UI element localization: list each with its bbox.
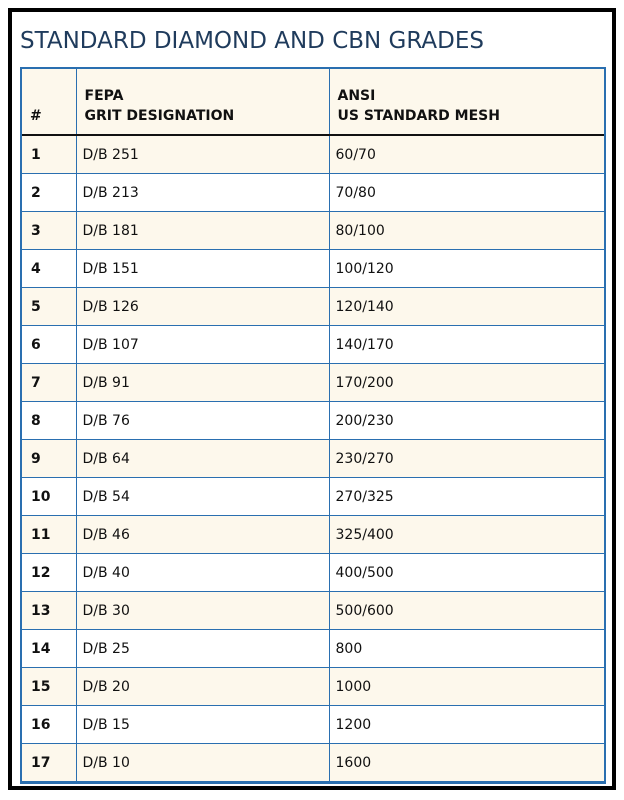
header-fepa — [76, 69, 329, 135]
row-number: 13 — [22, 592, 76, 630]
table-row — [22, 135, 604, 174]
fepa-grit-cell: D/B 91 — [76, 364, 329, 402]
fepa-grit-cell: D/B 126 — [76, 288, 329, 326]
header-ansi-line1: ANSI — [337, 88, 376, 104]
ansi-mesh-cell: 270/325 — [329, 478, 604, 516]
fepa-grit-cell: D/B 64 — [76, 440, 329, 478]
table-row — [22, 516, 604, 554]
header-index — [22, 69, 76, 135]
ansi-mesh-cell: 325/400 — [329, 516, 604, 554]
table-row — [22, 592, 604, 630]
fepa-grit-cell: D/B 54 — [76, 478, 329, 516]
fepa-grit-cell: D/B 20 — [76, 668, 329, 706]
fepa-grit-cell: D/B 25 — [76, 630, 329, 668]
row-number: 6 — [22, 326, 76, 364]
header-fepa-line1: FEPA — [84, 88, 124, 104]
row-number: 11 — [22, 516, 76, 554]
row-number: 4 — [22, 250, 76, 288]
header-row — [22, 69, 604, 135]
row-number: 10 — [22, 478, 76, 516]
table-body — [22, 135, 604, 781]
table-row — [22, 630, 604, 668]
ansi-mesh-cell: 70/80 — [329, 174, 604, 212]
fepa-grit-cell: D/B 30 — [76, 592, 329, 630]
table-row — [22, 250, 604, 288]
ansi-mesh-cell: 120/140 — [329, 288, 604, 326]
fepa-grit-cell: D/B 76 — [76, 402, 329, 440]
row-number: 17 — [22, 744, 76, 782]
row-number: 3 — [22, 212, 76, 250]
row-number: 8 — [22, 402, 76, 440]
row-number: 15 — [22, 668, 76, 706]
row-number: 5 — [22, 288, 76, 326]
table-row — [22, 288, 604, 326]
ansi-mesh-cell: 140/170 — [329, 326, 604, 364]
header-fepa-line2: GRIT DESIGNATION — [84, 108, 235, 124]
header-ansi-line2: US STANDARD MESH — [337, 108, 500, 124]
fepa-grit-cell: D/B 46 — [76, 516, 329, 554]
row-number: 9 — [22, 440, 76, 478]
fepa-grit-cell: D/B 40 — [76, 554, 329, 592]
table-row — [22, 706, 604, 744]
table-row — [22, 174, 604, 212]
fepa-grit-cell: D/B 15 — [76, 706, 329, 744]
fepa-grit-cell: D/B 213 — [76, 174, 329, 212]
grades-table-container — [20, 67, 606, 784]
table-row — [22, 478, 604, 516]
table-row — [22, 554, 604, 592]
ansi-mesh-cell: 400/500 — [329, 554, 604, 592]
fepa-grit-cell: D/B 107 — [76, 326, 329, 364]
ansi-mesh-cell: 170/200 — [329, 364, 604, 402]
fepa-grit-cell: D/B 181 — [76, 212, 329, 250]
row-number: 16 — [22, 706, 76, 744]
table-header — [22, 69, 604, 135]
fepa-grit-cell: D/B 151 — [76, 250, 329, 288]
table-row — [22, 212, 604, 250]
header-index-label: # — [30, 108, 42, 124]
fepa-grit-cell: D/B 10 — [76, 744, 329, 782]
grades-table — [22, 69, 604, 781]
ansi-mesh-cell: 1200 — [329, 706, 604, 744]
row-number: 2 — [22, 174, 76, 212]
ansi-mesh-cell: 800 — [329, 630, 604, 668]
table-row — [22, 402, 604, 440]
header-ansi — [329, 69, 604, 135]
ansi-mesh-cell: 80/100 — [329, 212, 604, 250]
ansi-mesh-cell: 60/70 — [329, 135, 604, 174]
ansi-mesh-cell: 100/120 — [329, 250, 604, 288]
row-number: 1 — [22, 135, 76, 174]
ansi-mesh-cell: 1000 — [329, 668, 604, 706]
ansi-mesh-cell: 1600 — [329, 744, 604, 782]
row-number: 12 — [22, 554, 76, 592]
ansi-mesh-cell: 500/600 — [329, 592, 604, 630]
table-row — [22, 744, 604, 782]
document-frame — [8, 8, 616, 790]
table-row — [22, 668, 604, 706]
fepa-grit-cell: D/B 251 — [76, 135, 329, 174]
ansi-mesh-cell: 230/270 — [329, 440, 604, 478]
table-row — [22, 326, 604, 364]
row-number: 14 — [22, 630, 76, 668]
table-row — [22, 364, 604, 402]
page-title: STANDARD DIAMOND AND CBN GRADES — [20, 28, 485, 54]
row-number: 7 — [22, 364, 76, 402]
table-row — [22, 440, 604, 478]
ansi-mesh-cell: 200/230 — [329, 402, 604, 440]
